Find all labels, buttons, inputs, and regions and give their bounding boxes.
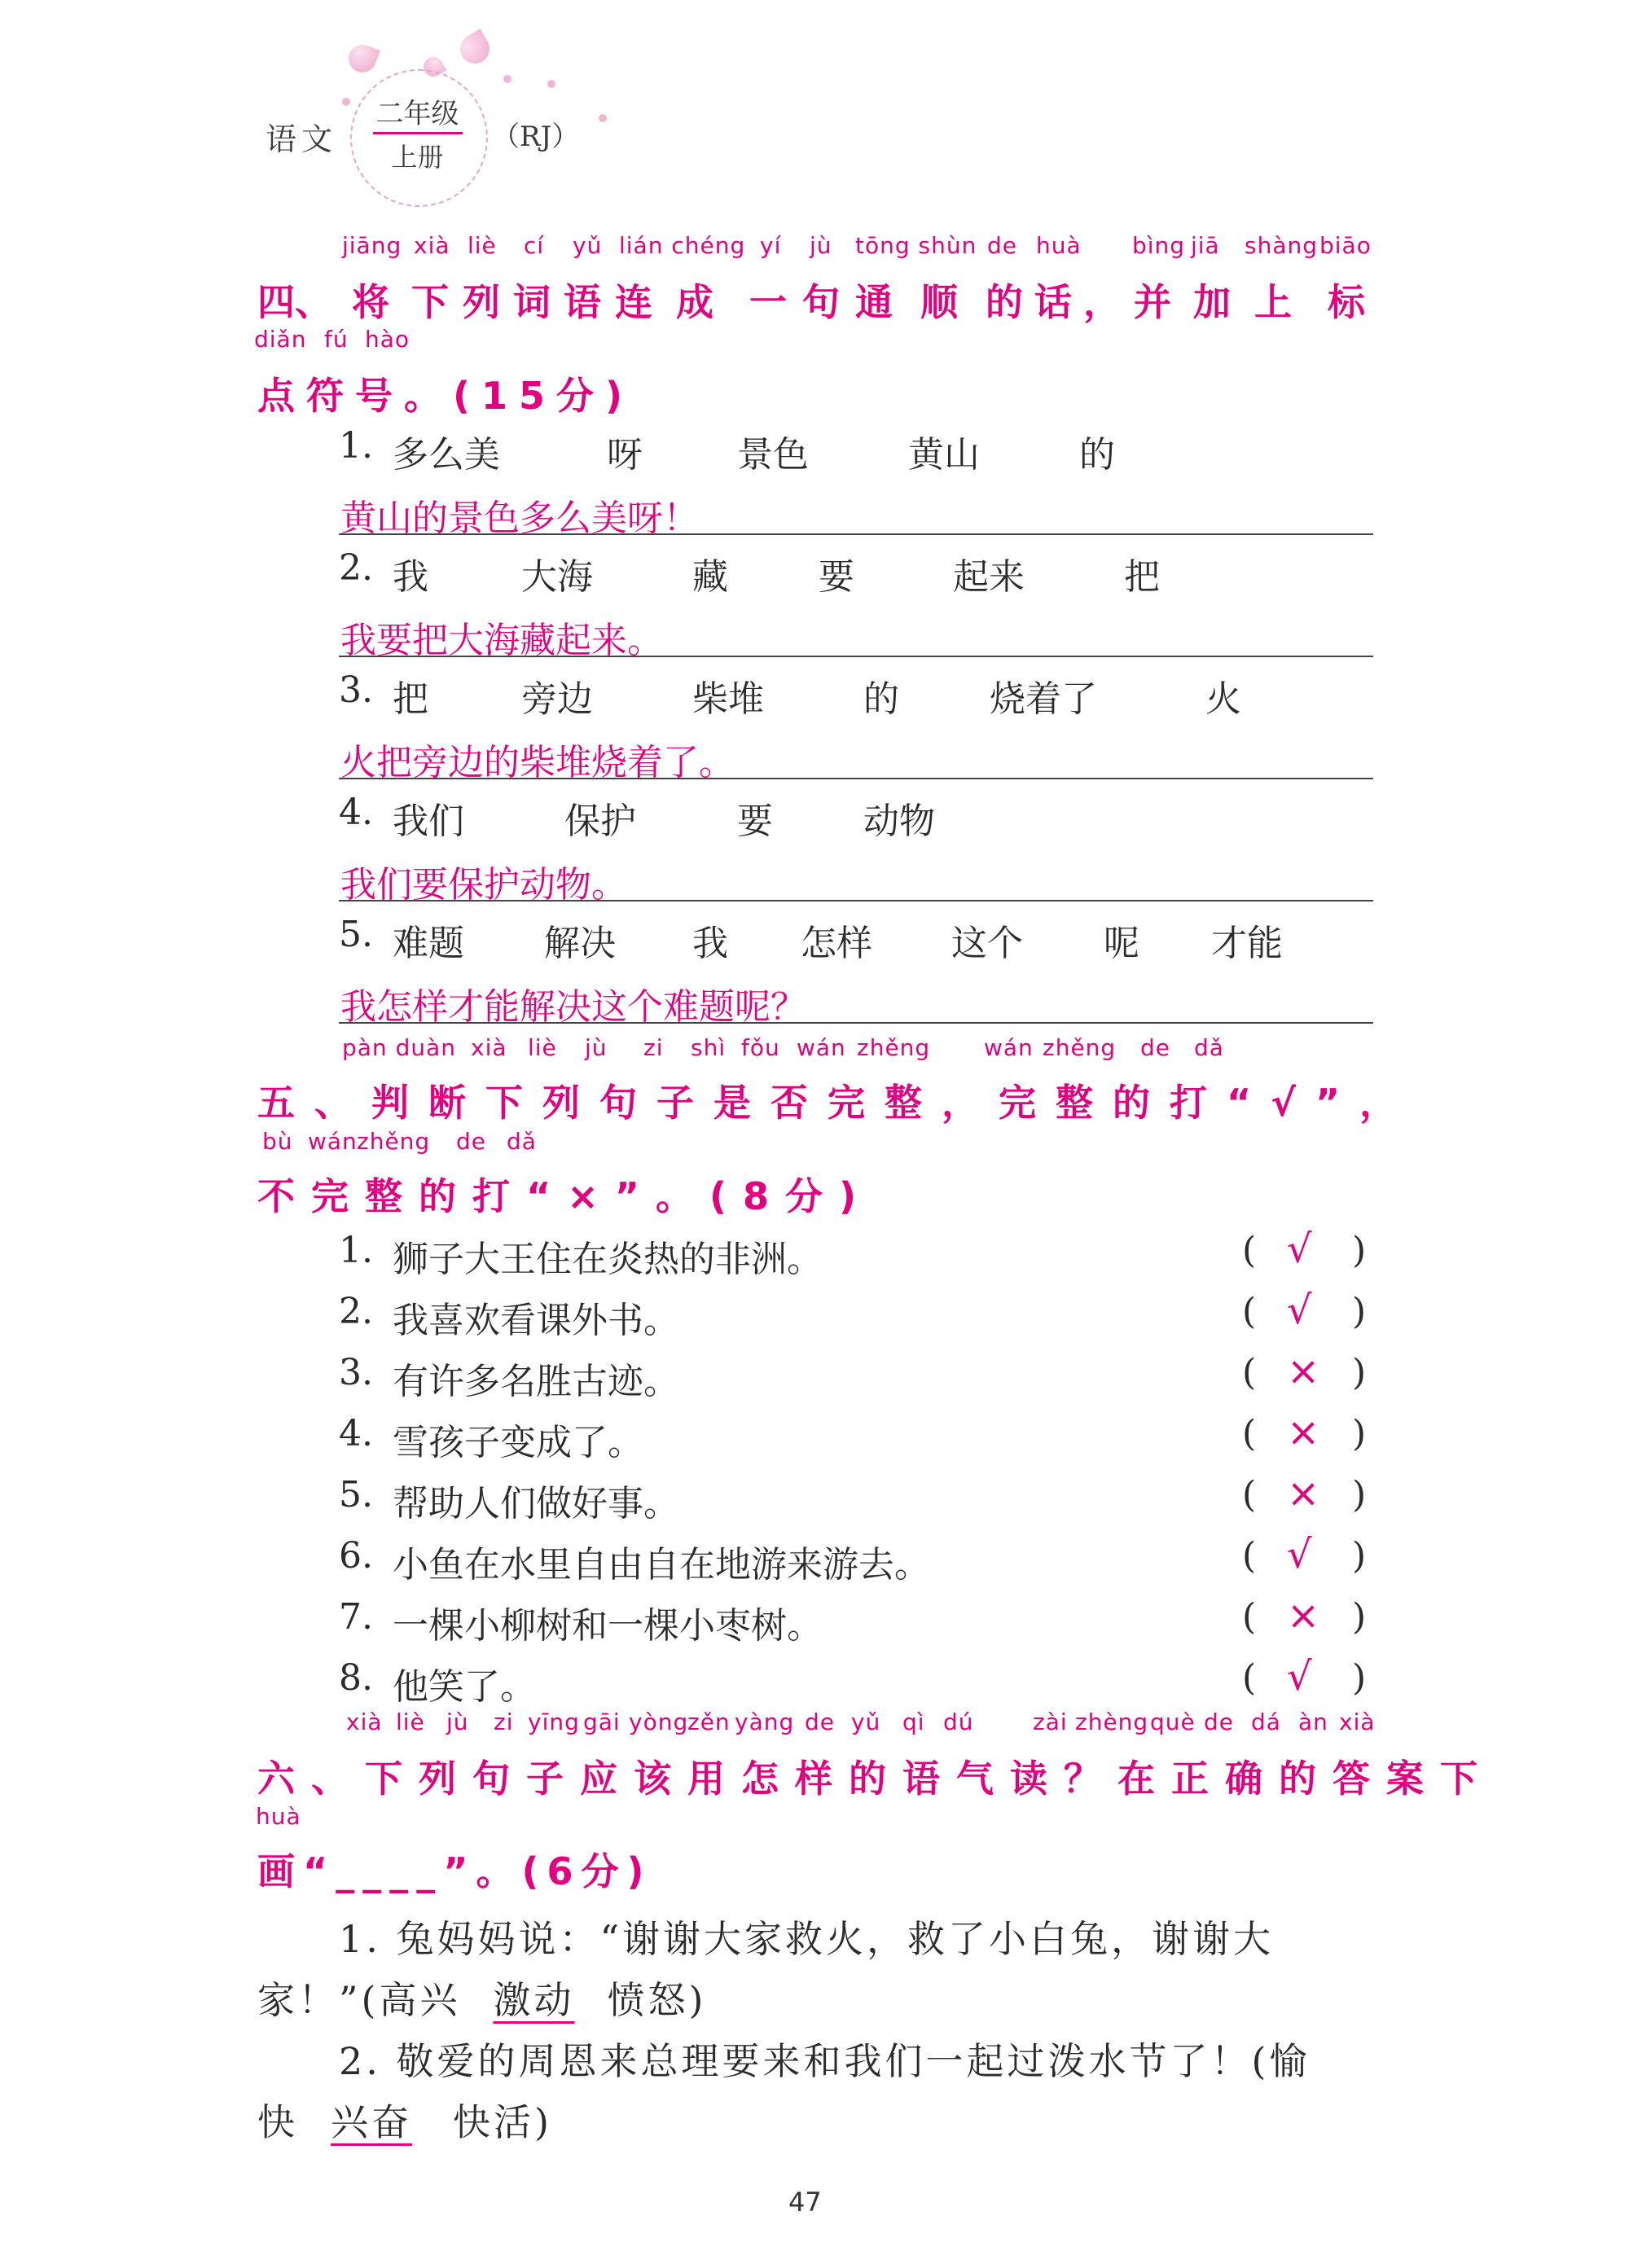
pinyin: bù [262,1128,293,1155]
answer-line [339,656,1373,657]
question-text: 1. 兔妈妈说：“谢谢大家救火，救了小白兔，谢谢大 [339,1917,1275,1961]
paren-close: ) [1352,1474,1367,1516]
word: 把 [1124,556,1160,598]
pinyin: de [1204,1709,1234,1735]
paren-open: ( [1242,1413,1257,1454]
word: 把 [393,678,428,720]
pinyin: wán [797,1034,846,1061]
section4-heading-line2: 点符号。(15分) [257,374,634,418]
word: 景色 [737,434,809,476]
question-text: 2. 敬爱的周恩来总理要来和我们一起过泼水节了！(愉 [339,2039,1311,2083]
item-text: 有许多名胜古迹。 [393,1361,679,1402]
pinyin: jiāng [342,232,402,259]
item-number: 2. [339,1291,373,1332]
item-text: 雪孩子变成了。 [393,1422,643,1463]
pinyin: jù [810,232,832,259]
paren-open: ( [1242,1596,1257,1638]
pinyin: zhèng [1075,1709,1149,1735]
word: 旁边 [521,678,593,720]
paren-close: ) [1352,1657,1367,1699]
pinyin: liè [528,1034,557,1061]
check-mark: √ [1287,1288,1312,1333]
pinyin: zhěng [357,1128,431,1155]
dot-decoration [599,114,607,122]
item-number: 3. [339,669,373,711]
pinyin: zi [494,1709,514,1735]
question-text-prefix: 家！”(高兴 [257,1978,461,2022]
dot-decoration [547,80,555,88]
dot-decoration [503,75,511,83]
pinyin: fú [324,326,349,353]
pinyin: de [987,232,1017,259]
word: 要 [737,801,773,842]
item-number: 8. [339,1657,373,1699]
word: 藏 [692,556,728,598]
pinyin: yīng [528,1709,580,1735]
heading-char: 语 [564,280,601,324]
heading-char: 连 [615,280,652,324]
item-number: 3. [339,1352,373,1393]
word: 我 [393,556,428,598]
answer-line [339,900,1373,901]
pinyin: jù [446,1709,469,1735]
word: 火 [1205,678,1241,720]
word: 这个 [951,923,1023,964]
paren-open: ( [1242,1291,1257,1332]
pinyin: lián chéng [619,232,746,259]
pinyin: yǔ [573,232,603,259]
heading-char: 上 [1254,280,1292,324]
selected-answer: 激动 [493,1978,575,2022]
heading-char: ， [1083,280,1121,324]
pinyin: zài [1033,1709,1068,1735]
check-mark: √ [1287,1532,1312,1577]
word: 大海 [521,556,593,598]
answer-line [339,778,1373,779]
pinyin: cí [524,232,545,259]
heading-char: 下 [411,280,449,324]
answer-text: 我们要保护动物。 [340,864,627,906]
pinyin: zi [643,1034,664,1061]
paren-close: ) [1352,1596,1367,1638]
pinyin: hào [365,326,410,353]
word: 的 [863,678,899,720]
pinyin: dǎ [507,1128,537,1155]
pinyin: xià [471,1034,507,1061]
word: 柴堆 [692,678,764,720]
section5-heading-line1: 五、判断下列句子是否完整，完整的打“√”， [257,1081,1417,1125]
heading-char: 一 [749,280,787,324]
word: 动物 [863,801,935,842]
heading-char: 话 [1034,280,1072,324]
word: 的 [1079,434,1115,476]
pinyin: zhěng [857,1034,931,1061]
word: 黄山 [908,434,980,476]
paren-open: ( [1242,1535,1257,1577]
pinyin: què [1150,1709,1196,1735]
paren-open: ( [1242,1230,1257,1271]
pinyin: jiā [1191,232,1220,259]
pinyin: dú [943,1709,974,1735]
grade-divider [373,132,463,134]
item-number: 2. [339,547,373,589]
section6-heading-line1: 六、下列句子应该用怎样的语气读？在正确的答案下 [257,1757,1494,1801]
grade-label: 二年级 [375,98,459,130]
pinyin: pàn duàn [342,1034,457,1061]
page-number: 47 [788,2187,822,2218]
pinyin: xià [414,232,450,259]
heading-char: 词 [513,280,551,324]
petal-decoration [454,29,494,68]
item-number: 6. [339,1535,373,1577]
item-number: 5. [339,1474,373,1516]
question-text-prefix: 快 [257,2100,298,2144]
heading-char: 四、 [257,280,332,324]
petal-decoration [345,41,380,77]
heading-char: 将 [352,280,389,324]
pinyin: qì [902,1709,925,1735]
question-options [257,2093,552,2147]
paren-close: ) [1352,1291,1367,1332]
pinyin: de [805,1709,835,1735]
item-number: 1. [339,425,373,467]
pinyin: liè [396,1709,425,1735]
item-text: 他笑了。 [393,1666,536,1708]
pinyin: xià [1339,1709,1376,1735]
heading-char: 列 [463,280,500,324]
pinyin: wán [984,1034,1034,1061]
answer-text: 火把旁边的柴堆烧着了。 [340,742,735,783]
pinyin: wán [308,1128,358,1155]
pinyin: bìng [1132,232,1186,259]
pinyin: de [456,1128,486,1155]
answer-line [339,1022,1373,1024]
pinyin: dá [1251,1709,1281,1735]
cross-mark: × [1287,1593,1320,1638]
word: 起来 [953,556,1025,598]
pinyin: yòng [629,1709,689,1735]
paren-close: ) [1352,1230,1367,1271]
word: 烧着了 [990,678,1097,720]
pinyin: dǎ [1194,1034,1224,1061]
pinyin: fǒu [741,1034,780,1061]
edition-label: （RJ） [492,121,580,153]
volume-label: 上册 [391,142,444,173]
pinyin: liè [468,232,497,259]
heading-char: 顺 [920,280,958,324]
pinyin: zěn [687,1709,731,1735]
item-number: 5. [339,914,373,955]
word: 我们 [393,801,464,842]
heading-char: 成 [676,280,713,324]
word: 解决 [544,923,616,964]
section5-heading-line2: 不完整的打“×”。(8分) [257,1174,873,1218]
word: 保护 [564,801,636,842]
word: 呢 [1104,923,1139,964]
word: 才能 [1211,923,1283,964]
pinyin: shàng [1245,232,1319,259]
cross-mark: × [1287,1349,1320,1394]
paren-open: ( [1242,1352,1257,1393]
item-text: 一棵小柳树和一棵小枣树。 [393,1605,823,1647]
pinyin: yǔ [851,1709,881,1735]
heading-char: 通 [855,280,893,324]
word: 我 [692,923,728,964]
pinyin: diǎn [254,326,307,353]
pinyin: xià [346,1709,383,1735]
question-text-suffix: 快活) [453,2100,552,2144]
pinyin: jù [585,1034,608,1061]
subject-label: 语文 [266,121,338,157]
item-number: 4. [339,1413,373,1454]
pinyin: biāo [1319,232,1372,259]
answer-text: 黄山的景色多么美呀！ [340,498,699,539]
item-text: 帮助人们做好事。 [393,1483,679,1524]
paren-close: ) [1352,1535,1367,1577]
section6-heading-line2: 画“____”。(6分) [257,1849,652,1893]
paren-close: ) [1352,1413,1367,1454]
answer-text: 我怎样才能解决这个难题呢？ [340,986,806,1028]
paren-open: ( [1242,1657,1257,1699]
word: 多么美 [393,434,500,476]
check-mark: √ [1287,1226,1312,1272]
question-options [257,1971,706,2025]
item-number: 7. [339,1596,373,1638]
item-number: 4. [339,792,373,833]
pinyin: àn [1298,1709,1328,1735]
pinyin: de [1140,1034,1170,1061]
pinyin: tōng shùn [855,232,977,259]
item-text: 狮子大王住在炎热的非洲。 [393,1239,823,1280]
answer-text: 我要把大海藏起来。 [340,620,663,661]
question-text-suffix: 愤怒) [607,1978,707,2022]
pinyin: gāi [583,1709,621,1735]
item-text: 小鱼在水里自由自在地游来游去。 [393,1544,930,1586]
pinyin: yàng [735,1709,795,1735]
item-text: 我喜欢看课外书。 [393,1300,679,1341]
paren-close: ) [1352,1352,1367,1393]
pinyin: yí [760,232,782,259]
word: 怎样 [801,923,872,964]
heading-char: 加 [1193,280,1231,324]
paren-open: ( [1242,1474,1257,1516]
word: 难题 [393,923,464,964]
cross-mark: × [1287,1410,1320,1455]
pinyin: huà [256,1803,301,1830]
answer-line [339,533,1373,535]
pinyin: shì [691,1034,727,1061]
heading-char: 的 [986,280,1023,324]
pinyin: zhěng [1043,1034,1117,1061]
word: 要 [819,556,854,598]
heading-char: 句 [802,280,840,324]
heading-char: 标 [1328,280,1365,324]
check-mark: √ [1287,1654,1312,1700]
cross-mark: × [1287,1471,1320,1516]
pinyin: huà [1036,232,1082,259]
item-number: 1. [339,1230,373,1271]
word: 呀 [607,434,643,476]
dot-decoration [342,98,350,106]
heading-char: 并 [1134,280,1171,324]
selected-answer: 兴奋 [331,2100,412,2144]
